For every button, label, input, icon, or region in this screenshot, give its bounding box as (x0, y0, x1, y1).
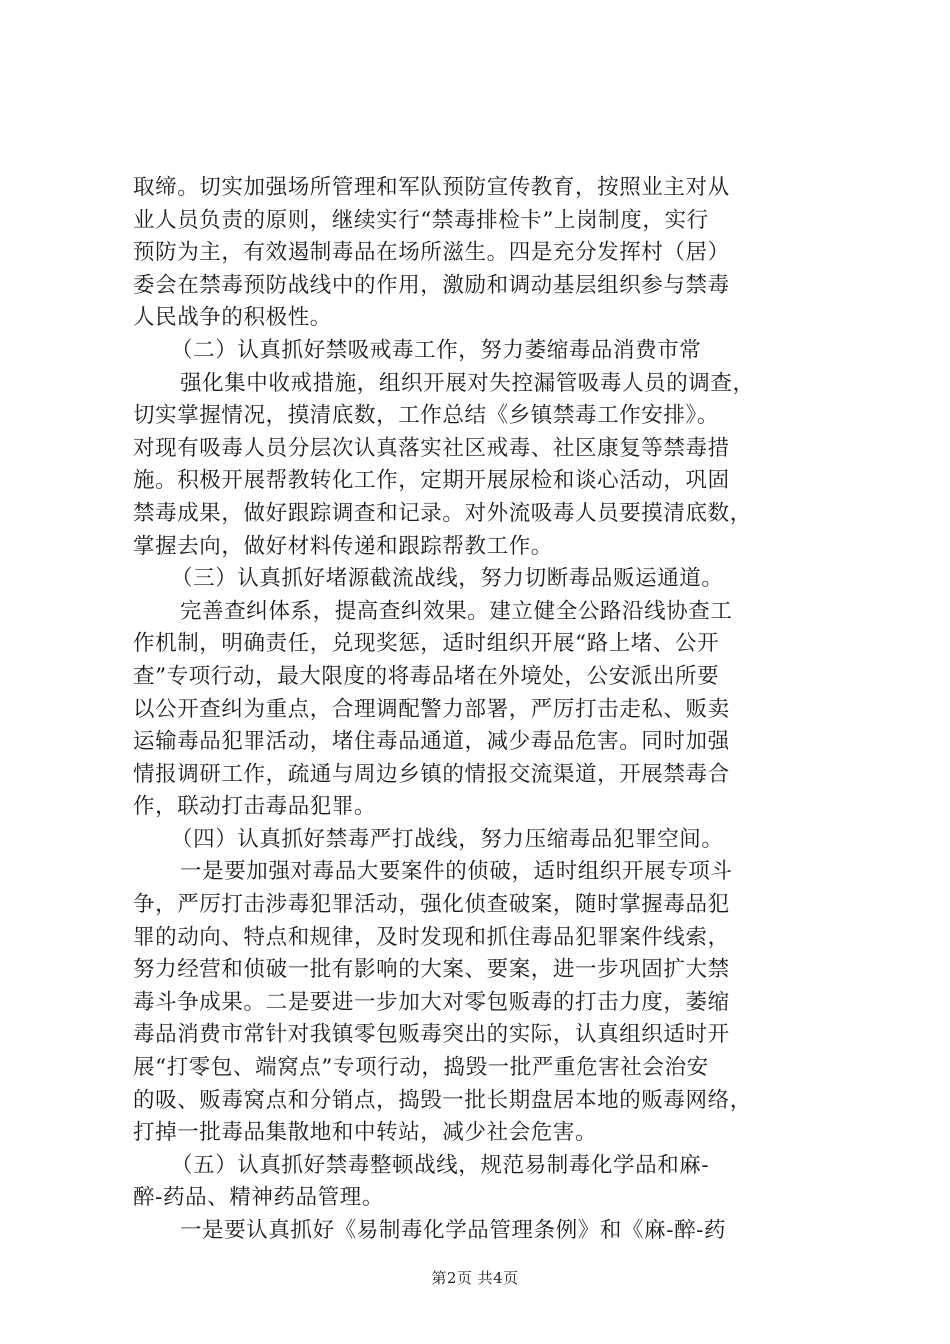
text-line: 努力经营和侦破一批有影响的大案、要案，进一步巩固扩大禁 (133, 957, 730, 983)
text-line: 掌握去向，做好材料传递和跟踪帮教工作。 (133, 533, 553, 559)
text-line: 争，严厉打击涉毒犯罪活动，强化侦查破案，随时掌握毒品犯 (133, 892, 730, 918)
text-line: 一是要认真抓好《易制毒化学品管理条例》和《麻-醉-药 (180, 1218, 727, 1243)
section-heading-2: （二）认真抓好禁吸戒毒工作，努力萎缩毒品消费市常 (171, 337, 702, 363)
text-line: 毒斗争成果。二是要进一步加大对零包贩毒的打击力度，萎缩 (133, 989, 730, 1015)
text-line: 作，联动打击毒品犯罪。 (133, 794, 377, 820)
text-line: 取缔。切实加强场所管理和军队预防宣传教育，按照业主对从 (133, 175, 730, 200)
text-line: 查”专项行动，最大限度的将毒品堵在外境处，公安派出所要 (133, 663, 720, 689)
text-line: 委会在禁毒预防战线中的作用，激励和调动基层组织参与禁毒 (133, 272, 730, 298)
text-line: 醉-药品、精神药品管理。 (133, 1185, 384, 1211)
text-line: 以公开查纠为重点，合理调配警力部署，严厉打击走私、贩卖 (133, 696, 730, 722)
page-footer: 第2页 共4页 (431, 1269, 519, 1287)
text-line: 情报调研工作，疏通与周边乡镇的情报交流渠道，开展禁毒合 (133, 761, 730, 787)
text-line: 毒品消费市常针对我镇零包贩毒突出的实际，认真组织适时开 (133, 1022, 730, 1048)
section-heading-4: （四）认真抓好禁毒严打战线，努力压缩毒品犯罪空间。 (171, 826, 724, 852)
text-line: 运输毒品犯罪活动，堵住毒品通道，减少毒品危害。同时加强 (133, 729, 730, 755)
text-line: 禁毒成果，做好跟踪调查和记录。对外流吸毒人员要摸清底数， (133, 500, 752, 526)
text-line: 罪的动向、特点和规律，及时发现和抓住毒品犯罪案件线索， (133, 924, 730, 950)
section-heading-5: （五）认真抓好禁毒整顿战线，规范易制毒化学品和麻- (171, 1152, 710, 1178)
text-line: 预防为主，有效遏制毒品在场所滋生。四是充分发挥村（居） (133, 240, 730, 266)
text-line: 业人员负责的原则，继续实行“禁毒排检卡”上岗制度，实行 (133, 207, 709, 233)
text-line: 一是要加强对毒品大要案件的侦破，适时组织开展专项斗 (180, 859, 733, 885)
text-line: 完善查纠体系，提高查纠效果。建立健全公路沿线协查工 (180, 598, 733, 624)
text-line: 打掉一批毒品集散地和中转站，减少社会危害。 (133, 1120, 598, 1146)
text-line: 作机制，明确责任，兑现奖惩，适时组织开展“路上堵、公开 (133, 631, 720, 657)
text-line: 切实掌握情况，摸清底数，工作总结《乡镇禁毒工作安排》。 (133, 403, 719, 429)
body-text (133, 172, 845, 1248)
text-line: 的吸、贩毒窝点和分销点，捣毁一批长期盘居本地的贩毒网络， (133, 1087, 752, 1113)
text-line: 强化集中收戒措施，组织开展对失控漏管吸毒人员的调查， (180, 370, 755, 396)
text-line: 施。积极开展帮教转化工作，定期开展尿检和谈心活动，巩固 (133, 468, 730, 494)
text-line: 人民战争的积极性。 (133, 305, 332, 331)
text-line: 对现有吸毒人员分层次认真落实社区戒毒、社区康复等禁毒措 (133, 435, 730, 461)
text-line: 展“打零包、端窝点”专项行动，捣毁一批严重危害社会治安 (133, 1055, 709, 1081)
section-heading-3: （三）认真抓好堵源截流战线，努力切断毒品贩运通道。 (171, 566, 724, 592)
